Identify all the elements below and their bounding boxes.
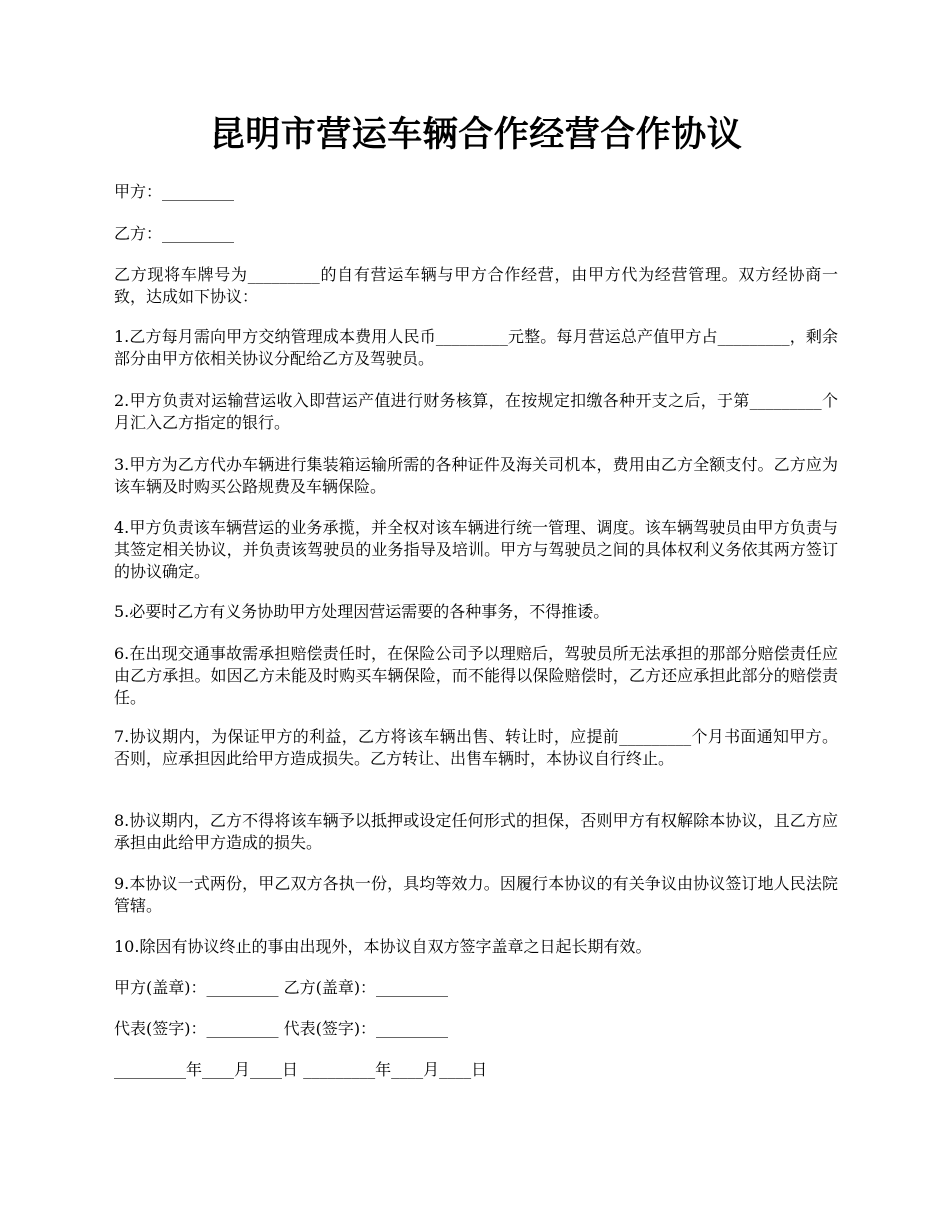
signature-date-line: _________年____月____日 _________年____月____日	[114, 1060, 488, 1079]
signature-representative-line: 代表(签字)：_________ 代表(签字)：_________	[114, 1019, 449, 1038]
clause-6: 6.在出现交通事故需承担赔偿责任时，在保险公司予以理赔后，驾驶员所无法承担的那部分赔偿责任应由乙方承担。如因乙方未能及时购买车辆保险，而不能得以保险赔偿时，乙方还应承担此部分的赔偿责任。	[114, 644, 838, 707]
clause-9: 9.本协议一式两份，甲乙双方各执一份，具均等效力。因履行本协议的有关争议由协议签订地人民法院管辖。	[114, 874, 838, 915]
clause-7: 7.协议期内，为保证甲方的利益，乙方将该车辆出售、转让时，应提前_________个月书面通知甲方。否则，应承担因此给甲方造成损失。乙方转让、出售车辆时，本协议自行终止。	[114, 727, 838, 768]
party-a-line: 甲方：_________	[114, 182, 235, 201]
clause-4: 4.甲方负责该车辆营运的业务承揽，并全权对该车辆进行统一管理、调度。该车辆驾驶员由甲方负责与其签定相关协议，并负责该驾驶员的业务指导及培训。甲方与驾驶员之间的具体权利义务依其两方签订的协议确定。	[114, 518, 838, 581]
clause-2: 2.甲方负责对运输营运收入即营运产值进行财务核算，在按规定扣缴各种开支之后，于第_________个月汇入乙方指定的银行。	[114, 391, 838, 432]
clause-3: 3.甲方为乙方代办车辆进行集装箱运输所需的各种证件及海关司机本，费用由乙方全额支付。乙方应为该车辆及时购买公路规费及车辆保险。	[114, 455, 838, 496]
party-b-line: 乙方：_________	[114, 224, 235, 243]
clause-8: 8.协议期内，乙方不得将该车辆予以抵押或设定任何形式的担保，否则甲方有权解除本协议，且乙方应承担由此给甲方造成的损失。	[114, 811, 838, 852]
clause-1: 1.乙方每月需向甲方交纳管理成本费用人民币_________元整。每月营运总产值甲方占_________，剩余部分由甲方依相关协议分配给乙方及驾驶员。	[114, 327, 838, 368]
clause-5: 5.必要时乙方有义务协助甲方处理因营运需要的各种事务，不得推诿。	[114, 602, 610, 621]
intro-paragraph: 乙方现将车牌号为_________的自有营运车辆与甲方合作经营，由甲方代为经营管理。双方经协商一致，达成如下协议：	[114, 265, 838, 306]
document-title: 昆明市营运车辆合作经营合作协议	[209, 114, 743, 155]
clause-10: 10.除因有协议终止的事由出现外，本协议自双方签字盖章之日起长期有效。	[114, 937, 652, 956]
signature-seal-line: 甲方(盖章)：_________ 乙方(盖章)：_________	[114, 978, 449, 997]
